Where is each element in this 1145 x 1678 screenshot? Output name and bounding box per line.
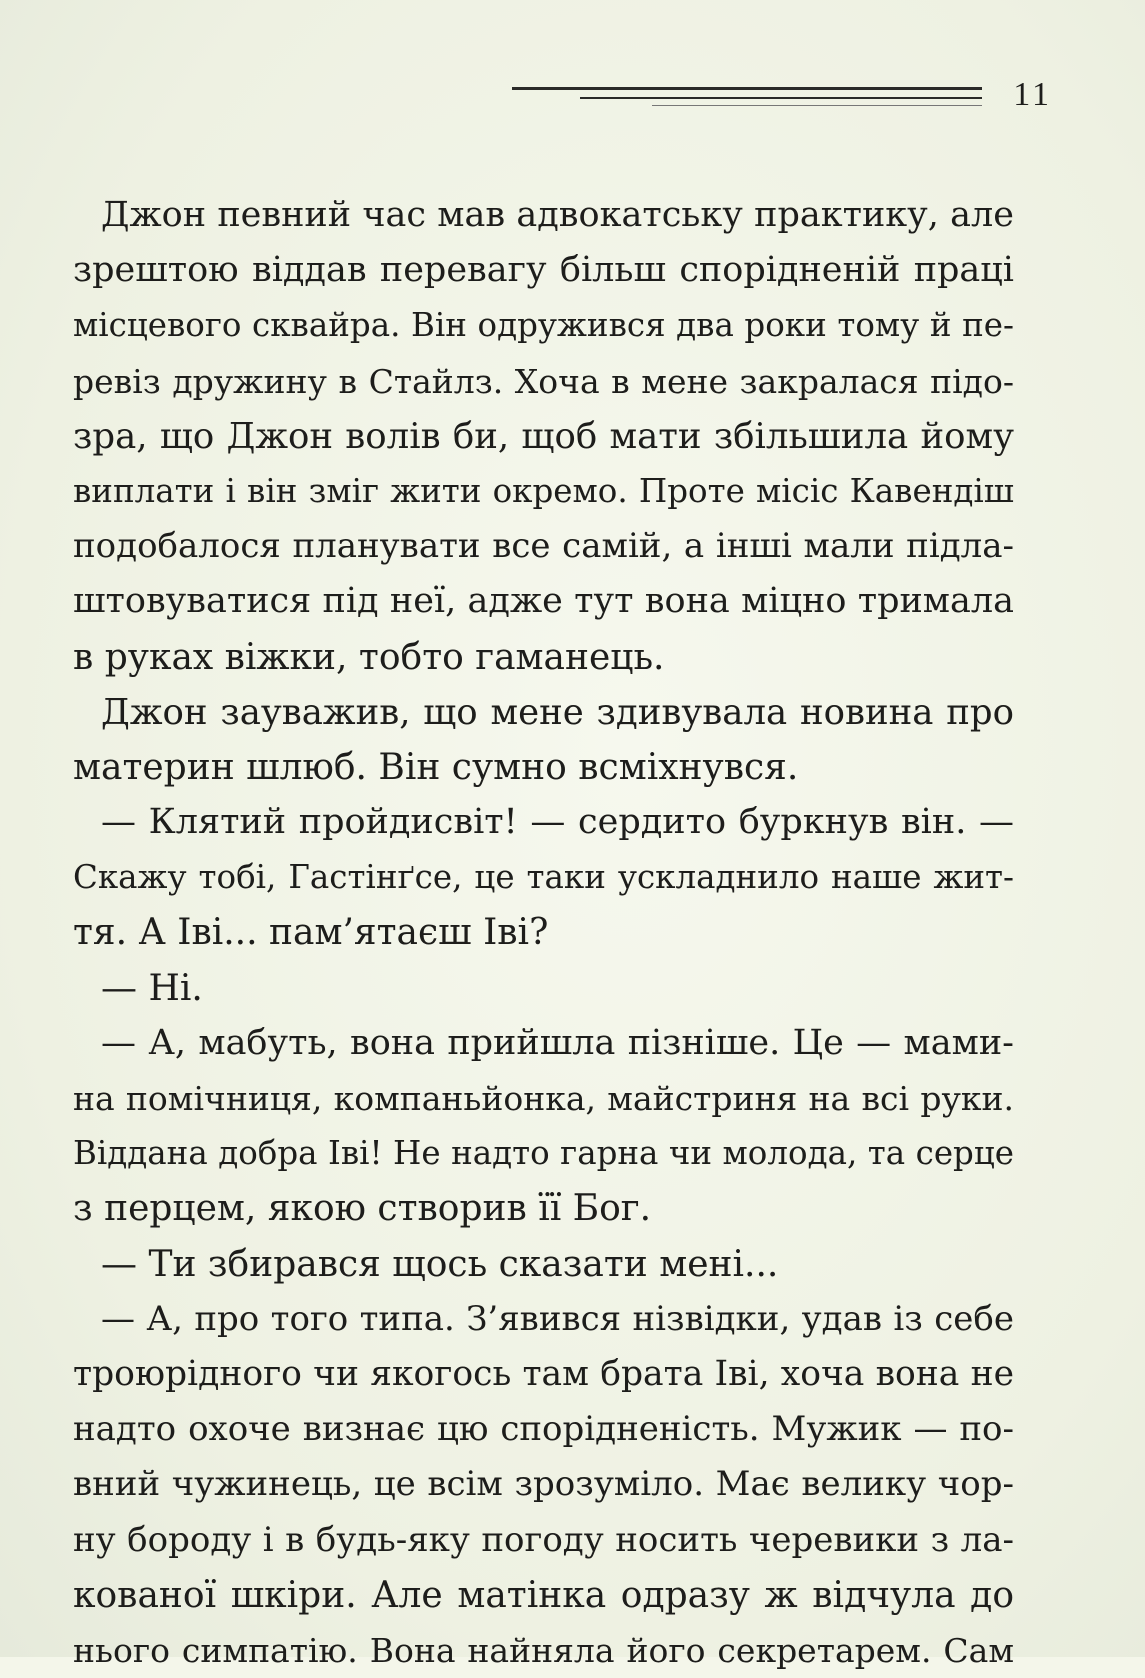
running-head xyxy=(512,72,1052,122)
page-number: 11 xyxy=(1013,76,1052,113)
text-line: Джон зауважив, що мене здивувала новина про xyxy=(101,691,1014,733)
text-line: нього симпатію. Вона найняла його секретарем. Сам xyxy=(73,1630,1014,1670)
text-line: в руках віжки, тобто гаманець. xyxy=(73,636,665,678)
text-line: місцевого сквайра. Він одружився два роки тому й пе- xyxy=(73,306,1014,345)
header-rule xyxy=(580,97,982,99)
text-line: — Клятий пройдисвіт! — сердито буркнув він. — xyxy=(101,802,1014,843)
text-line: ну бороду і в будь-яку погоду носить черевики з ла- xyxy=(73,1519,1014,1560)
text-line: зра, що Джон волів би, щоб мати збільшила йому xyxy=(73,415,1014,457)
text-line: Скажу тобі, Гастінґсе, це таки ускладнило наше жит- xyxy=(73,858,1014,897)
text-line: Джон певний час мав адвокатську практику, але xyxy=(101,195,1014,235)
text-line: троюрідного чи якогось там брата Іві, хоча вона не xyxy=(73,1353,1014,1394)
text-line: — А, про того типа. З’явився нізвідки, удав із себе xyxy=(101,1298,1014,1339)
body-text xyxy=(73,188,1014,1678)
text-line: з перцем, якою створив її Бог. xyxy=(73,1188,652,1230)
text-line: — Ні. xyxy=(101,967,203,1009)
text-line: кованої шкіри. Але матінка одразу ж відчула до xyxy=(73,1574,1014,1616)
text-line: Віддана добра Іві! Не надто гарна чи молода, та серце xyxy=(73,1134,1014,1173)
text-line: зрештою віддав перевагу більш спорідненій праці xyxy=(73,250,1014,291)
text-line: надто охоче визнає цю спорідненість. Мужик — по- xyxy=(73,1409,1014,1450)
header-rule xyxy=(512,87,982,90)
text-line: штовуватися під неї, адже тут вона міцно тримала xyxy=(73,581,1014,622)
text-line: тя. А Іві... пам’ятаєш Іві? xyxy=(73,912,549,954)
text-line: ревіз дружину в Стайлз. Хоча в мене закралася підо- xyxy=(73,361,1014,401)
text-line: виплати і він зміг жити окремо. Проте місіс Кавендіш xyxy=(73,471,1014,510)
text-line: на помічниця, компаньйонка, майстриня на всі руки. xyxy=(73,1079,1014,1118)
text-line: — Ти збирався щось сказати мені... xyxy=(101,1243,779,1285)
text-line: подобалося планувати все самій, а інші мали підла- xyxy=(73,526,1014,567)
text-line: материн шлюб. Він сумно всміхнувся. xyxy=(73,746,799,788)
text-line: — А, мабуть, вона прийшла пізніше. Це — мами- xyxy=(101,1022,1014,1063)
header-rule xyxy=(652,105,982,106)
text-line: вний чужинець, це всім зрозуміло. Має велику чор- xyxy=(73,1464,1014,1505)
